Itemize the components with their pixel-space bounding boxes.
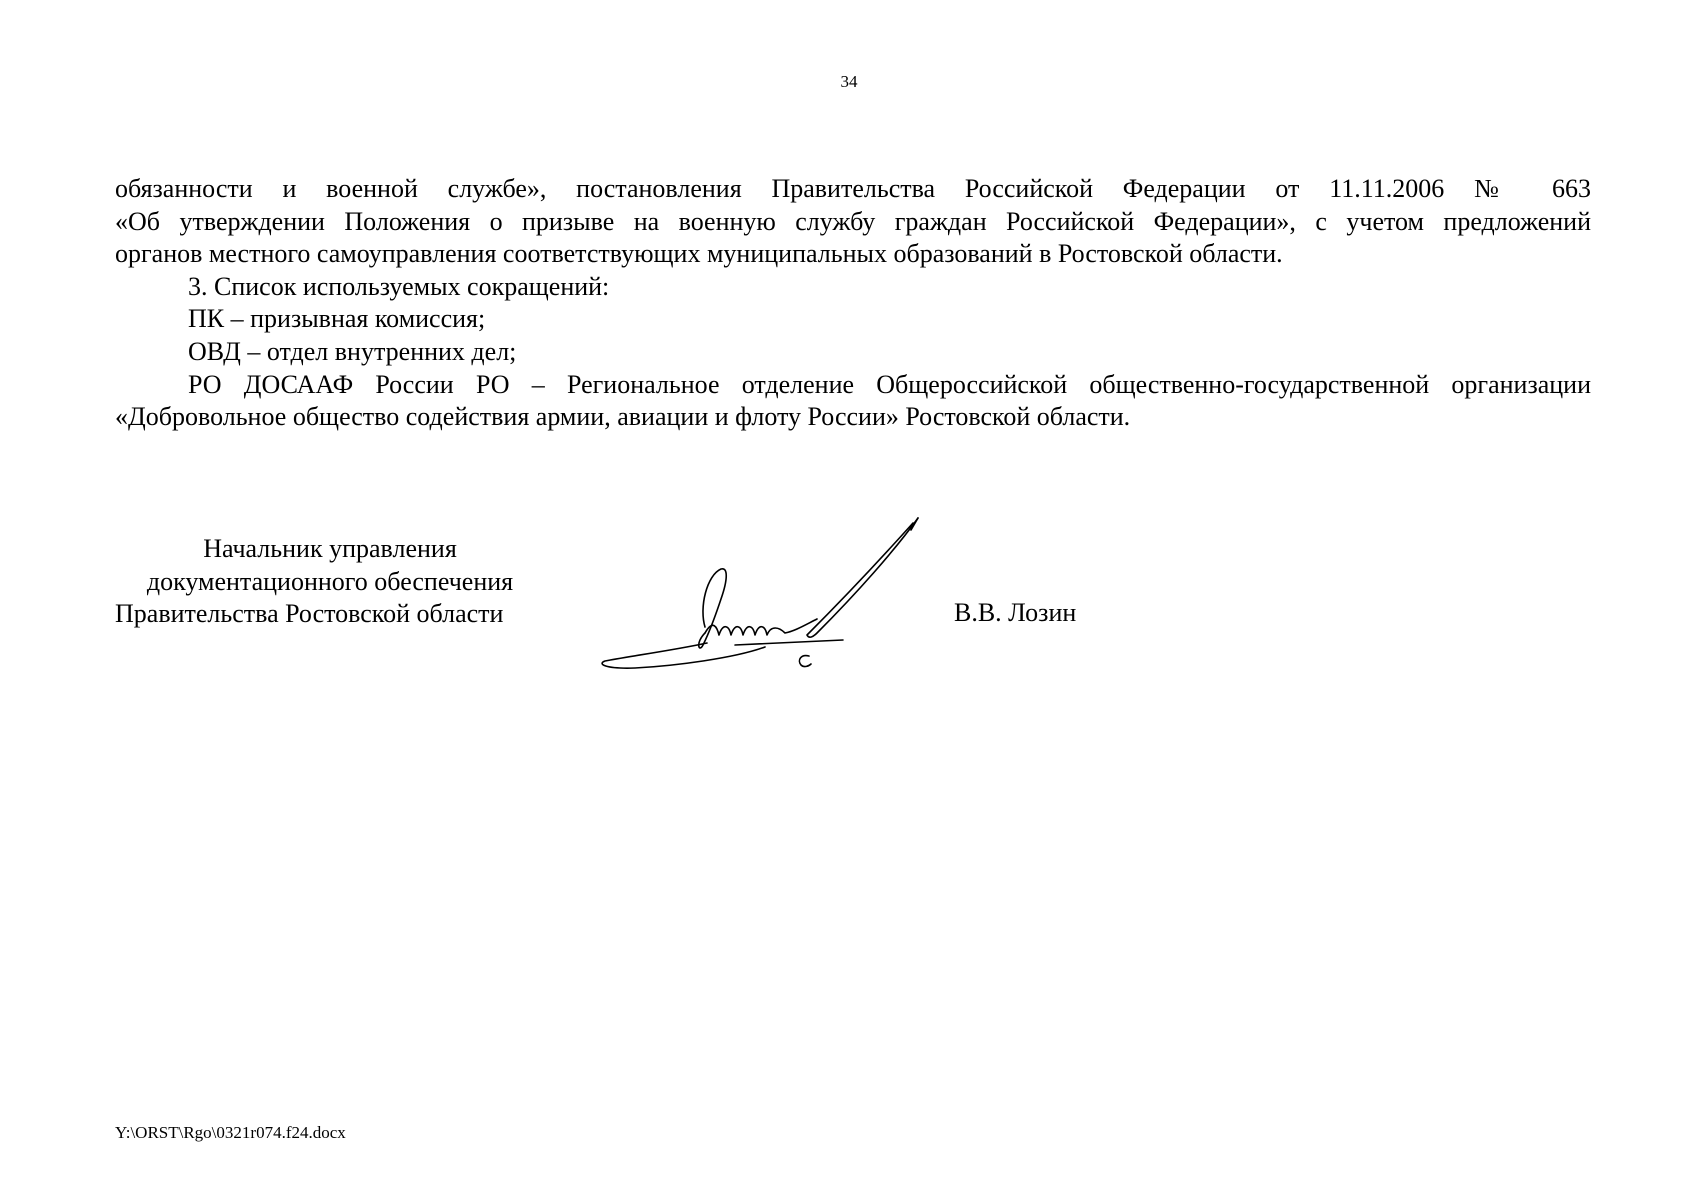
abbreviation-item-pk: ПК – призывная комиссия; [188, 304, 486, 334]
signer-title [115, 533, 545, 631]
abbreviation-item-ovd: ОВД – отдел внутренних дел; [188, 336, 517, 366]
abbreviation-item-dosaaf-line-2: «Добровольное общество содействия армии, авиации и флоту России» Ростовской области. [115, 402, 1131, 432]
intro-line-1: обязанности и военной службе», постановления Правительства Российской Федерации от 11.11.2006 № 663 [115, 174, 1591, 203]
handwritten-signature [595, 515, 925, 670]
abbreviation-item-dosaaf-line-1: РО ДОСААФ России РО – Региональное отделение Общероссийской общественно-государственной организации [188, 369, 1591, 399]
intro-line-3: органов местного самоуправления соответствующих муниципальных образований в Ростовской области. [115, 239, 1283, 269]
signer-title-line-1: Начальник управления [203, 534, 457, 563]
abbreviations-heading: 3. Список используемых сокращений: [188, 271, 610, 301]
document-body [115, 173, 1591, 434]
intro-line-2: «Об утверждении Положения о призыве на военную службу граждан Российской Федерации», с учетом предложений [115, 206, 1591, 236]
page-number: 34 [840, 72, 858, 91]
signer-title-line-2: документационного обеспечения [146, 566, 514, 596]
footer-file-path: Y:\ORST\Rgo\0321r074.f24.docx [115, 1123, 346, 1142]
signer-name: В.В. Лозин [954, 598, 1077, 627]
signer-title-line-3: Правительства Ростовской области [115, 599, 504, 629]
